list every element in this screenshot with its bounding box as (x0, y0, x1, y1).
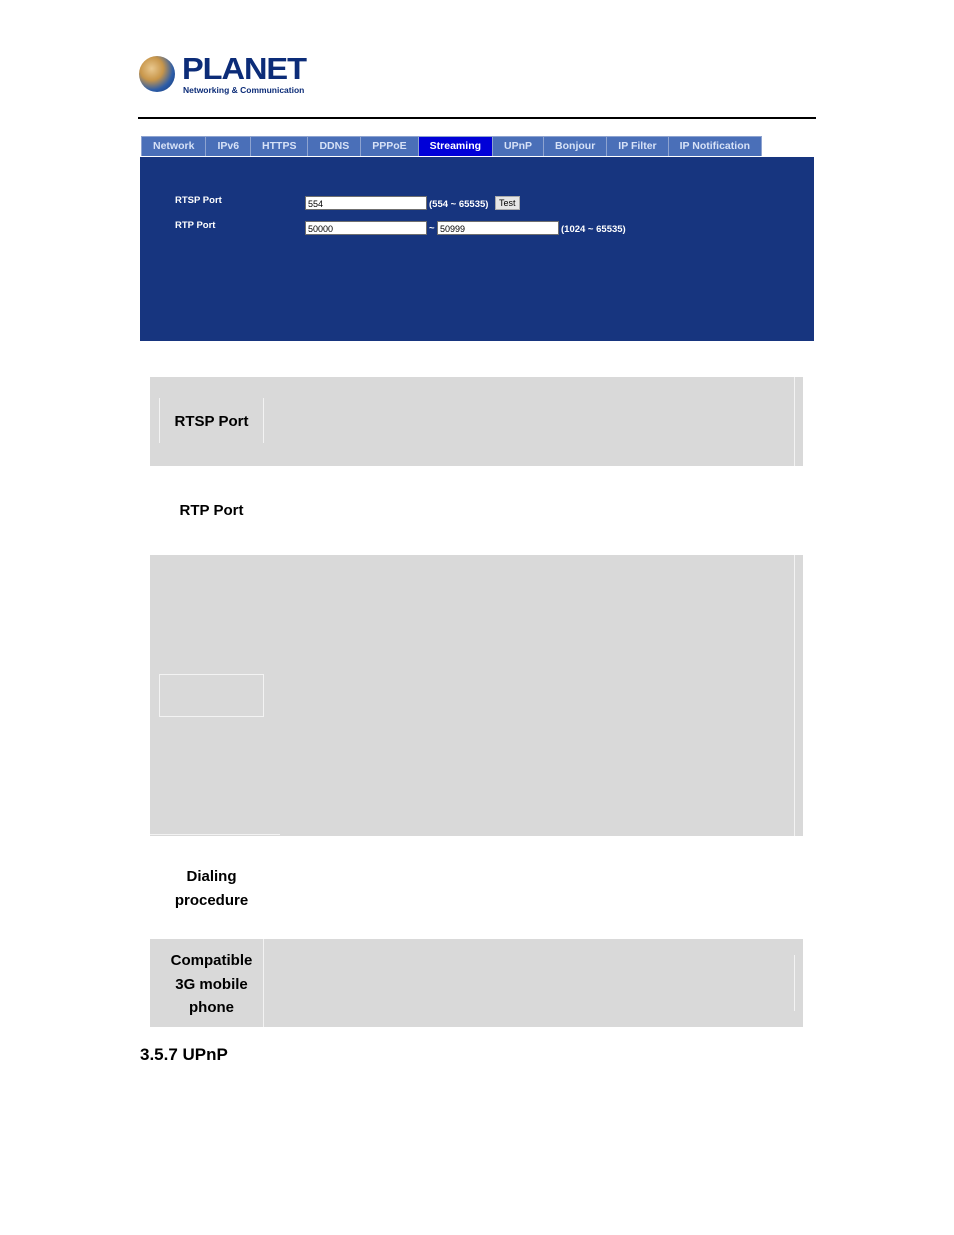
rtsp-port-label: RTSP Port (175, 195, 222, 206)
brand-tagline: Networking & Communication (183, 85, 305, 95)
notes-block (150, 555, 803, 836)
rtp-port-end-input[interactable]: 50999 (437, 221, 559, 235)
rtsp-port-row-label: RTSP Port (174, 413, 249, 430)
tab-pppoe[interactable]: PPPoE (360, 136, 418, 156)
section-heading: 3.5.7 UPnP (140, 1045, 228, 1064)
brand-name: PLANET (182, 51, 306, 86)
globe-icon (139, 56, 175, 92)
rtp-port-start-input[interactable]: 50000 (305, 221, 427, 235)
cell-border (794, 555, 795, 836)
compatible-phone-label: Compatible 3G mobile phone (170, 952, 253, 1016)
rtsp-port-range: (554 ~ 65535) (429, 199, 489, 210)
settings-tabs (141, 136, 761, 157)
cell-border (263, 674, 264, 717)
header-divider (138, 117, 816, 119)
tab-ddns[interactable]: DDNS (307, 136, 361, 156)
cell-border (794, 955, 795, 1011)
dialing-procedure-label: Dialing procedure (174, 868, 249, 909)
rtp-port-row-label: RTP Port (179, 502, 244, 519)
rtp-port-separator: ~ (429, 223, 435, 234)
tab-ipv6[interactable]: IPv6 (205, 136, 251, 156)
cell-border (159, 716, 264, 717)
tab-network[interactable]: Network (141, 136, 206, 156)
tab-bonjour[interactable]: Bonjour (543, 136, 607, 156)
planet-logo (138, 51, 306, 98)
tab-upnp[interactable]: UPnP (492, 136, 544, 156)
tab-streaming[interactable]: Streaming (418, 136, 493, 156)
test-button[interactable]: Test (495, 196, 520, 210)
tab-https[interactable]: HTTPS (250, 136, 308, 156)
tab-ip-notification[interactable]: IP Notification (668, 136, 762, 156)
rtp-port-label: RTP Port (175, 220, 216, 231)
cell-border (159, 674, 264, 675)
rtsp-port-input[interactable]: 554 (305, 196, 427, 210)
cell-border (794, 377, 795, 466)
rtp-port-range: (1024 ~ 65535) (561, 224, 626, 235)
streaming-settings-panel (140, 157, 814, 341)
cell-border (150, 834, 280, 835)
cell-border (159, 674, 160, 717)
tab-ip-filter[interactable]: IP Filter (606, 136, 668, 156)
